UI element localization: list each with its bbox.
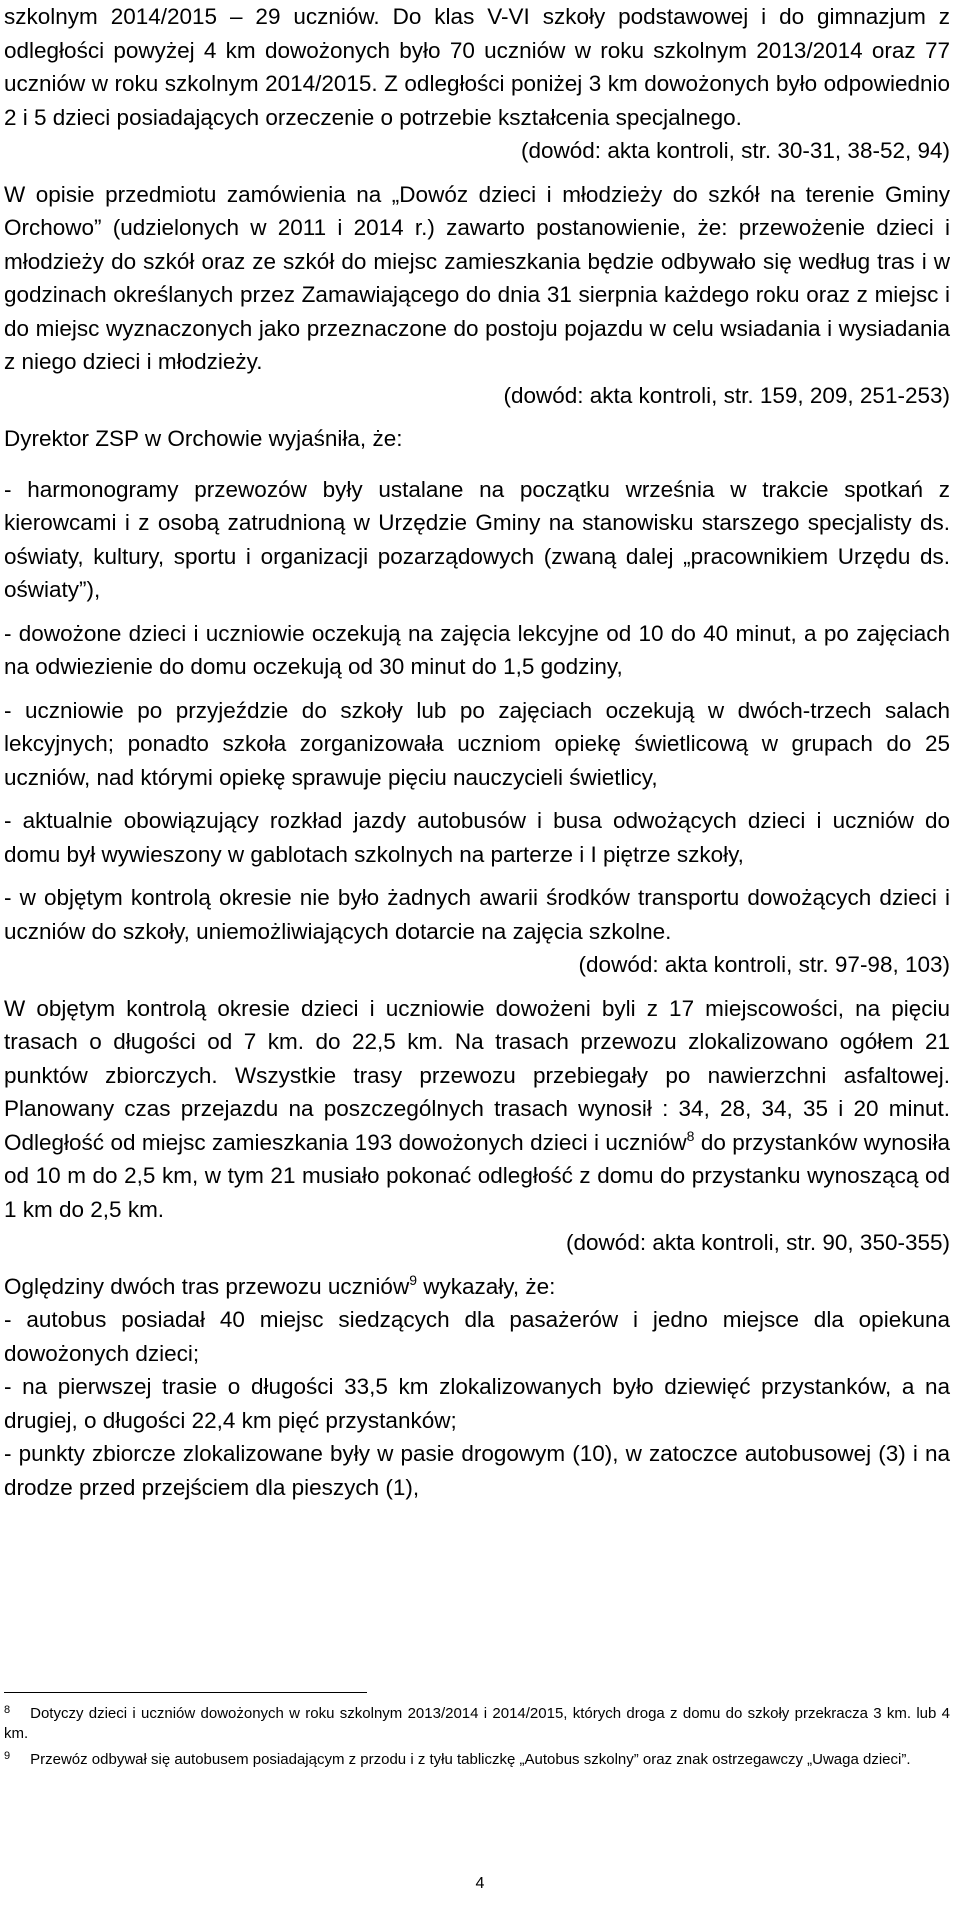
evidence-reference: (dowód: akta kontroli, str. 97-98, 103) [578,952,950,977]
paragraph-tender-description: W opisie przedmiotu zamówienia na „Dowóz dzieci i młodzieży do szkół na terenie Gminy Orchowo” (udzielonych w 2011 i 2014 r.) zawarto postanowienie, że: przewożenie dzieci i młodzieży do szkół oraz ze szkół do miejsc zamieszkania będzie odbywało się według tras i w godzinach określanych przez Zamawiającego do dnia 31 sierpnia każdego roku oraz z miejsc i do miejsc wyznaczonych jako przeznaczone do postoju pojazdu w celu wsiadania i wysiadania z niego dzieci i młodzieży. [4,181,950,374]
list-item: - w objętym kontrolą okresie nie było żadnych awarii środków transportu dowożących dzieci i uczniów do szkoły, uniemożliwiających dotarcie na zajęcia szkolne. [4,885,950,944]
footnote-marker: 8 [686,1127,695,1144]
routes-text-b: do przystanków wynosiła od 10 m do 2,5 km, w tym 21 musiało pokonać odległość z domu do przystanku wynoszącą od 1 km do 2,5 km. [4,1129,950,1222]
paragraph-director-explanation: Dyrektor ZSP w Orchowie wyjaśniła, że: [4,426,403,451]
list-item: - harmonogramy przewozów były ustalane na początku września w trakcie spotkań z kierowcami i z osobą zatrudnioną w Urzędzie Gminy na stanowisku starszego specjalisty ds. oświaty, kultury, sportu i organizacji pozarządowych (zwaną dalej „pracownikiem Urzędu ds. oświaty”), [4,476,950,602]
list-item: - autobus posiadał 40 miejsc siedzących dla pasażerów i jedno miejsce dla opiekuna dowożonych dzieci; [4,1307,950,1366]
paragraph-school-counts: szkolnym 2014/2015 – 29 uczniów. Do klas V-VI szkoły podstawowej i do gimnazjum z odległości powyżej 4 km dowożonych było 70 uczniów w roku szkolnym 2013/2014 oraz 77 uczniów w roku szkolnym 2014/2015. Z odległości poniżej 3 km dowożonych było odpowiednio 2 i 5 dzieci posiadających orzeczenie o potrzebie kształcenia specjalnego. [4,4,950,130]
footnote-number: 8 [4,1704,11,1716]
list-item: - uczniowie po przyjeździe do szkoły lub po zajęciach oczekują w dwóch-trzech salach lekcyjnych; ponadto szkoła zorganizowała uczniom opiekę świetlicową w grupach do 25 uczniów, nad którymi opiekę sprawuje pięciu nauczycieli świetlicy, [4,697,950,790]
paragraph-inspection [4,1270,950,1304]
evidence-reference: (dowód: akta kontroli, str. 90, 350-355) [566,1230,950,1255]
footnote [4,1700,950,1744]
main-text [4,0,950,1504]
footnotes [4,1700,950,1772]
inspection-text-a: Oględziny dwóch tras przewozu uczniów [4,1273,410,1299]
list-item: - na pierwszej trasie o długości 33,5 km zlokalizowanych było dziewięć przystanków, a na drugiej, o długości 22,4 km pięć przystanków; [4,1374,950,1433]
footnote-number: 9 [4,1750,11,1762]
routes-text-a: W objętym kontrolą okresie dzieci i uczniowie dowożeni byli z 17 miejscowości, na pięciu trasach o długości od 7 km. do 22,5 km. Na trasach przewozu zlokalizowano ogółem 21 punktów zbiorczych. Wszystkie trasy przewozu przebiegały po nawierzchni asfaltowej. Planowany czas przejazdu na poszczególnych trasach wynosił : 34, 28, 34, 35 i 20 minut. Odległość od miejsc zamieszkania 193 dowożonych dzieci i uczniów [4,995,950,1155]
page-number: 4 [475,1875,485,1892]
list-item: - aktualnie obowiązujący rozkład jazdy autobusów i busa odwożących dzieci i uczniów do domu był wywieszony w gablotach szkolnych na parterze i I piętrze szkoły, [4,808,950,867]
footnote-text: Przewóz odbywał się autobusem posiadającym z przodu i z tyłu tabliczkę „Autobus szkolny” oraz znak ostrzegawczy „Uwaga dzieci”. [30,1751,911,1768]
list-item: - punkty zbiorcze zlokalizowane były w pasie drogowym (10), w zatoczce autobusowej (3) i na drodze przed przejściem dla pieszych (1), [4,1441,950,1500]
footnote-separator [4,1692,367,1693]
footnote-text: Dotyczy dzieci i uczniów dowożonych w roku szkolnym 2013/2014 i 2014/2015, których droga z domu do szkoły przekracza 3 km. lub 4 km. [4,1705,950,1742]
footnote [4,1746,950,1770]
paragraph-routes [4,992,950,1227]
list-item: - dowożone dzieci i uczniowie oczekują na zajęcia lekcyjne od 10 do 40 minut, a po zajęciach na odwiezienie do domu oczekują od 30 minut do 1,5 godziny, [4,620,950,679]
footnote-marker: 9 [409,1271,417,1288]
evidence-reference: (dowód: akta kontroli, str. 159, 209, 251-253) [503,382,950,408]
inspection-text-b: wykazały, że: [416,1273,556,1299]
evidence-reference: (dowód: akta kontroli, str. 30-31, 38-52, 94) [521,138,950,163]
